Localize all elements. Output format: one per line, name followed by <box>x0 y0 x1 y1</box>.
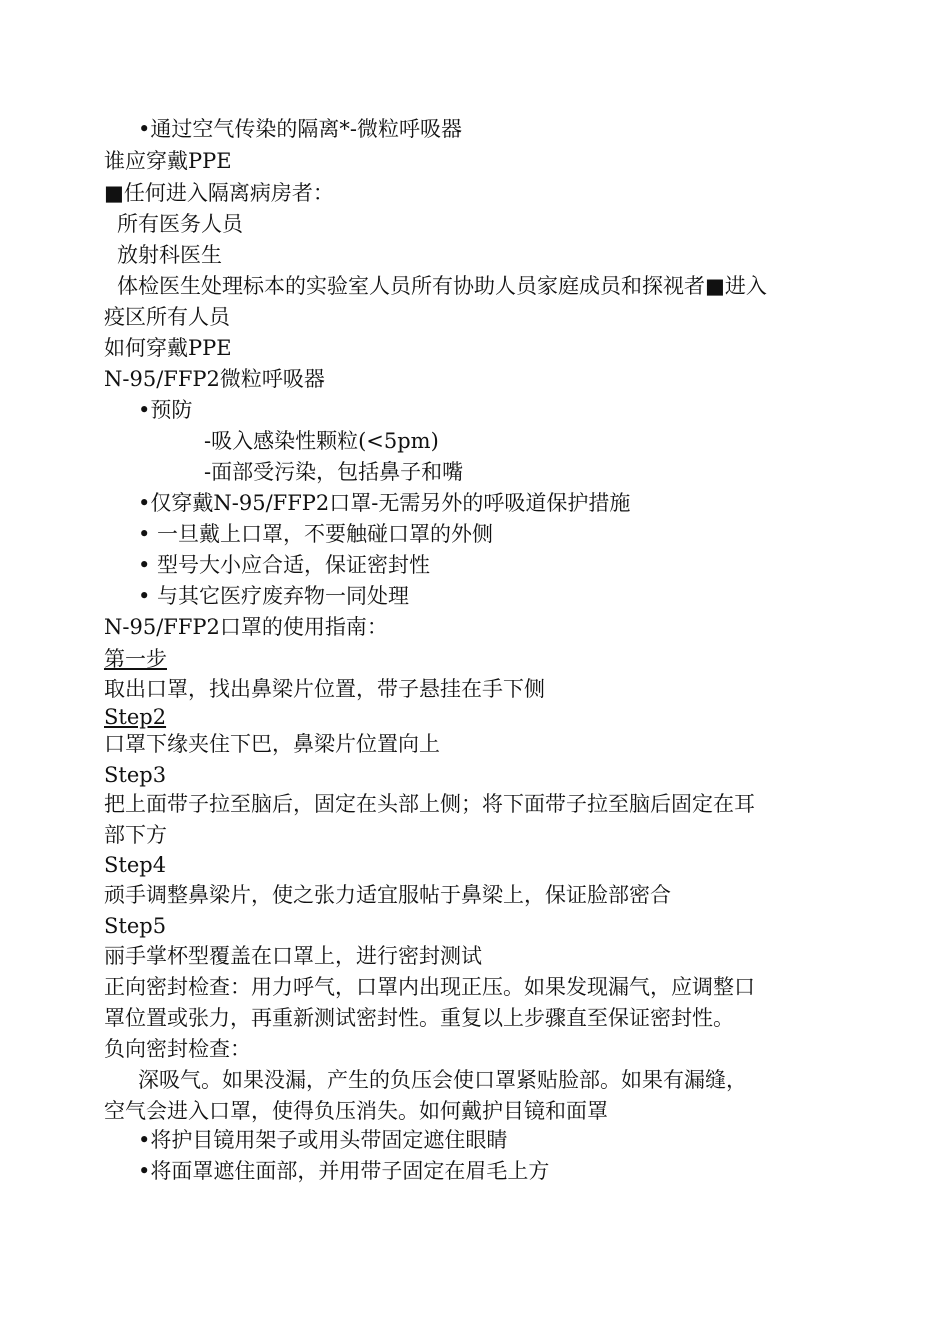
step-heading: Step3 <box>104 763 167 787</box>
list-item: 放射科医生 <box>117 243 222 267</box>
text-line: 深吸气。如果没漏，产生的负压会使口罩紧贴脸部。如果有漏缝， <box>138 1068 747 1092</box>
bullet-line: • 一旦戴上口罩，不要触碰口罩的外侧 <box>138 522 494 546</box>
text-line: 疫区所有人员 <box>104 305 230 329</box>
dash-line: -吸入感染性颗粒(<5pm) <box>204 429 439 453</box>
bullet-line: •仅穿戴N-95/FFP2口罩-无需另外的呼吸道保护措施 <box>138 491 631 515</box>
list-item: 体检医生处理标本的实验室人员所有协助人员家庭成员和探视者■进入 <box>117 274 767 298</box>
text-line: 正向密封检查：用力呼气，口罩内出现正压。如果发现漏气，应调整口 <box>104 975 755 999</box>
step-heading: Step2 <box>104 705 167 729</box>
step-text: 口罩下缘夹住下巴，鼻梁片位置向上 <box>104 732 440 756</box>
step-text: 丽手掌杯型覆盖在口罩上，进行密封测试 <box>104 944 482 968</box>
step-heading: Step5 <box>104 914 167 938</box>
bullet-line: •将面罩遮住面部，并用带子固定在眉毛上方 <box>138 1159 550 1183</box>
step-heading: Step4 <box>104 853 167 877</box>
dash-line: -面部受污染，包括鼻子和嘴 <box>204 460 464 484</box>
bullet-line: •将护目镜用架子或用头带固定遮住眼睛 <box>138 1128 508 1152</box>
list-item: 所有医务人员 <box>117 212 243 236</box>
text-line: 罩位置或张力，再重新测试密封性。重复以上步骤直至保证密封性。 <box>104 1006 734 1030</box>
section-heading: 谁应穿戴PPE <box>104 149 232 173</box>
bullet-line: • 型号大小应合适，保证密封性 <box>138 553 431 577</box>
subsection-heading: N-95/FFP2口罩的使用指南： <box>104 615 388 639</box>
step-heading: 第一步 <box>104 647 167 671</box>
step-text: 取出口罩，找出鼻梁片位置，带子悬挂在手下侧 <box>104 677 545 701</box>
subsection-heading: N-95/FFP2微粒呼吸器 <box>104 367 325 391</box>
step-text: 部下方 <box>104 823 167 847</box>
text-line: ■任何进入隔离病房者： <box>104 181 334 205</box>
bullet-line: •预防 <box>138 398 193 422</box>
bullet-line: •通过空气传染的隔离*-微粒呼吸器 <box>138 117 462 141</box>
bullet-line: • 与其它医疗废弃物一同处理 <box>138 584 410 608</box>
text-line: 负向密封检查： <box>104 1037 251 1061</box>
section-heading: 如何穿戴PPE <box>104 336 232 360</box>
step-text: 把上面带子拉至脑后，固定在头部上侧；将下面带子拉至脑后固定在耳 <box>104 792 755 816</box>
text-line: 空气会进入口罩，使得负压消失。如何戴护目镜和面罩 <box>104 1099 608 1123</box>
step-text: 顽手调整鼻梁片，使之张力适宜服帖于鼻梁上，保证脸部密合 <box>104 883 671 907</box>
